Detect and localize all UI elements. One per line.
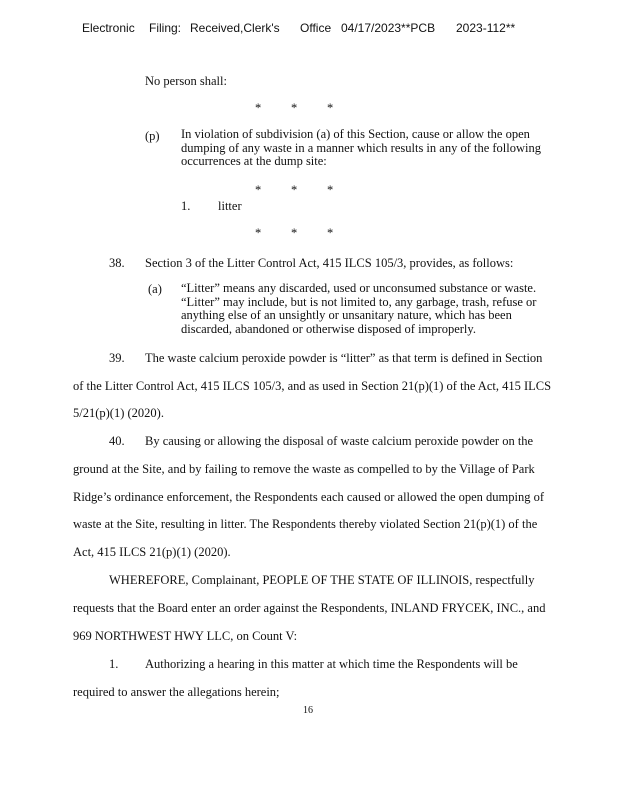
para-39-line-2: of the Litter Control Act, 415 ILCS 105/3, and as used in Section 21(p)(1) of the Act, 415 ILCS: [73, 379, 552, 393]
header-electronic: Electronic: [82, 21, 135, 35]
subsection-a-label: (a): [148, 282, 162, 296]
para-40-line-2: ground at the Site, and by failing to remove the waste as compelled to by the Village of Park: [73, 462, 535, 476]
star: *: [327, 226, 334, 240]
header-received: Received,Clerk's: [190, 21, 280, 35]
item-1-text: litter: [218, 199, 242, 213]
subsection-a-text: “Litter” means any discarded, used or unconsumed substance or waste. “Litter” may include, but is not limited to, any garbage, trash, refuse or anything else of an unsightly or unsanitary nature, which has been discarded, abandoned or otherwise disposed of improperly.: [181, 281, 537, 336]
header-office: Office: [300, 21, 332, 35]
para-40-line-5: Act, 415 ILCS 21(p)(1) (2020).: [73, 545, 231, 559]
header-case-number: 2023-112**: [456, 21, 516, 35]
para-40-number: 40.: [109, 434, 125, 448]
star: *: [327, 183, 334, 197]
item-1-number: 1.: [181, 199, 191, 213]
star: *: [255, 226, 262, 240]
request-1-number: 1.: [109, 657, 119, 671]
star: *: [255, 101, 262, 115]
para-38-text: Section 3 of the Litter Control Act, 415 ILCS 105/3, provides, as follows:: [145, 256, 514, 270]
star: *: [291, 101, 298, 115]
para-40-line-1: By causing or allowing the disposal of waste calcium peroxide powder on the: [145, 434, 534, 448]
star: *: [255, 183, 262, 197]
header-date: 04/17/2023**PCB: [341, 21, 436, 35]
quote-intro: No person shall:: [145, 74, 227, 88]
request-1-line-1: Authorizing a hearing in this matter at which time the Respondents will be: [145, 657, 518, 671]
para-40-line-4: waste at the Site, resulting in litter. The Respondents thereby violated Section 21(p)(1) of the: [73, 517, 538, 531]
wherefore-line-3: 969 NORTHWEST HWY LLC, on Count V:: [73, 629, 298, 643]
request-1-line-2: required to answer the allegations herein;: [73, 685, 280, 699]
para-39-line-3: 5/21(p)(1) (2020).: [73, 406, 164, 420]
subsection-p-label: (p): [145, 129, 160, 143]
subsection-p-text: In violation of subdivision (a) of this Section, cause or allow the open dumping of any waste in a manner which results in any of the following occurrences at the dump site:: [181, 127, 541, 168]
para-39-line-1: The waste calcium peroxide powder is “litter” as that term is defined in Section: [145, 351, 543, 365]
para-40-line-3: Ridge’s ordinance enforcement, the Respondents each caused or allowed the open dumping of: [73, 490, 545, 504]
para-39-number: 39.: [109, 351, 125, 365]
wherefore-line-1: WHEREFORE, Complainant, PEOPLE OF THE STATE OF ILLINOIS, respectfully: [109, 573, 535, 587]
header-filing: Filing:: [149, 21, 182, 35]
star: *: [291, 226, 298, 240]
page-number: 16: [303, 705, 313, 716]
para-38-number: 38.: [109, 256, 125, 270]
wherefore-line-2: requests that the Board enter an order against the Respondents, INLAND FRYCEK, INC., and: [73, 601, 546, 615]
star: *: [291, 183, 298, 197]
star: *: [327, 101, 334, 115]
